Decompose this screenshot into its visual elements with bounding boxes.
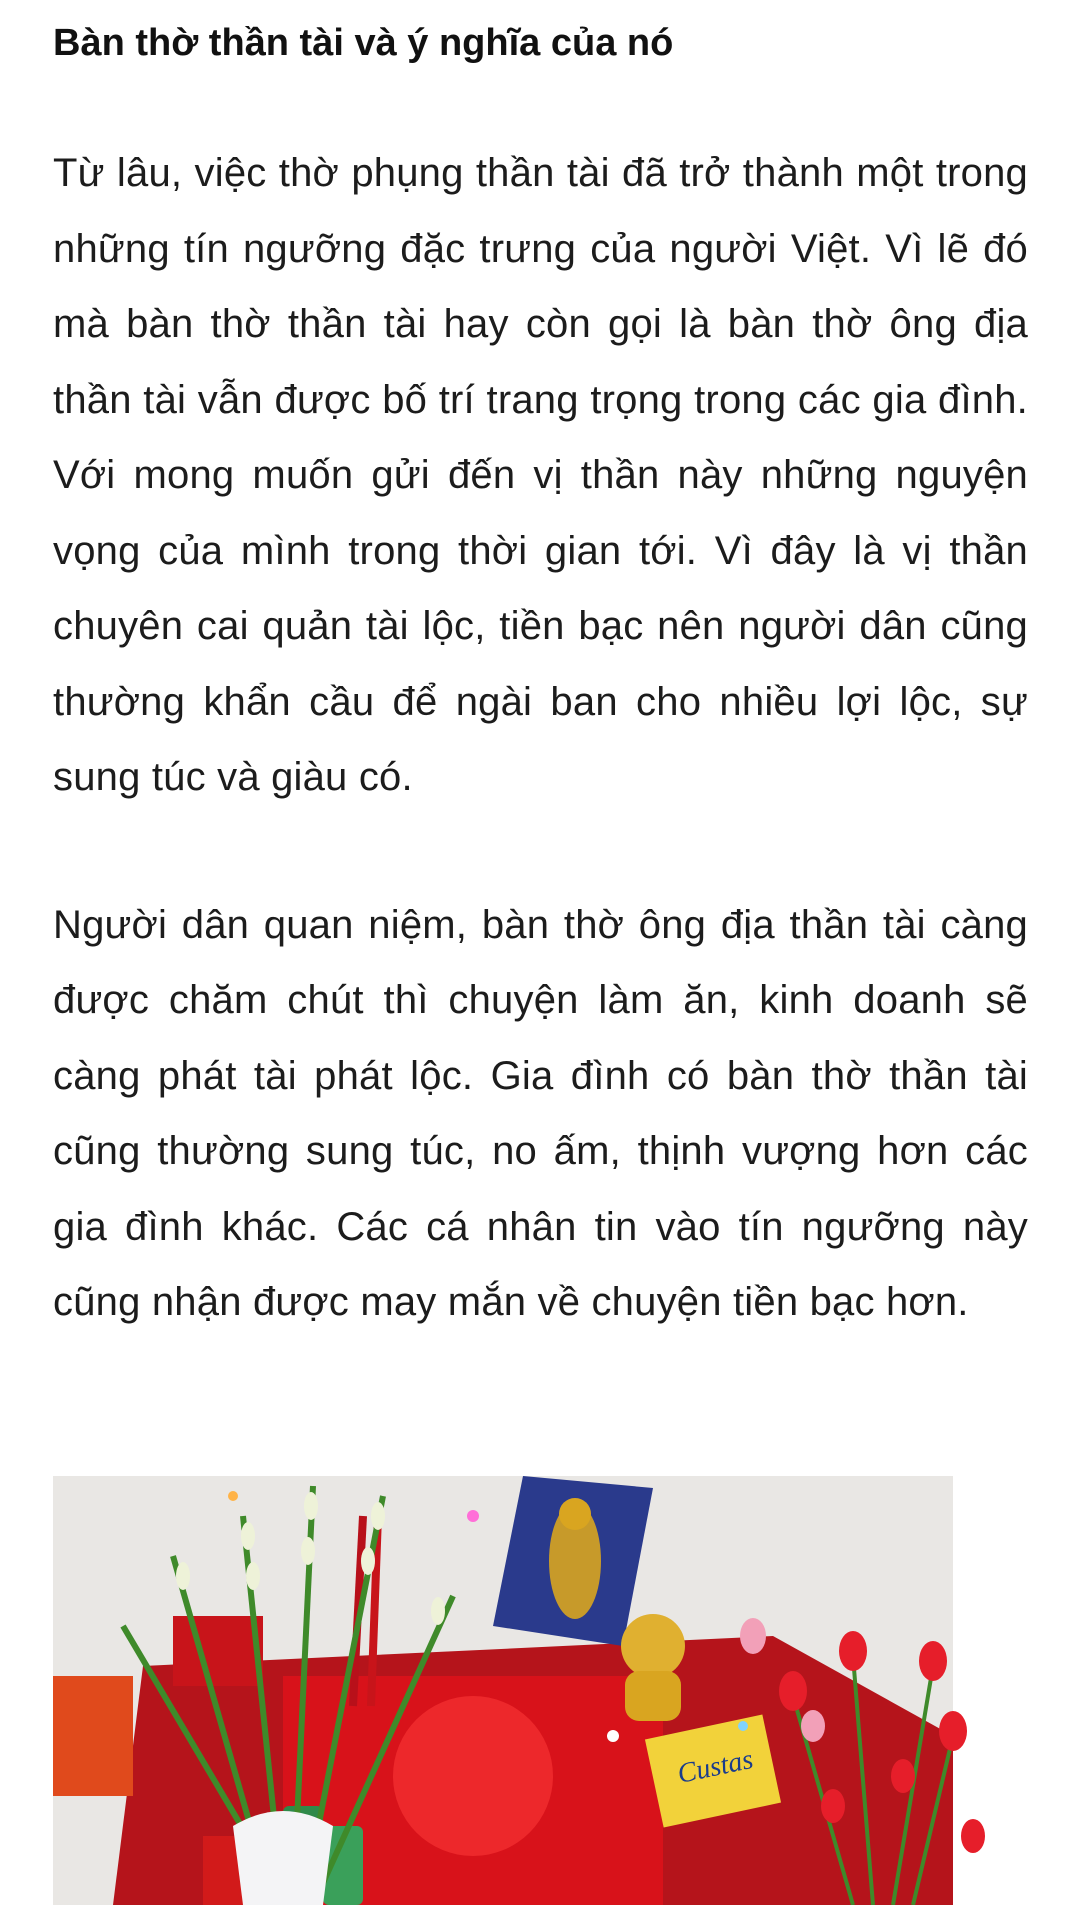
flower-vase [233,1811,333,1905]
article-heading: Bàn thờ thần tài và ý nghĩa của nó [53,22,674,64]
red-box-left [53,1676,133,1796]
buddha-head [559,1498,591,1530]
altar-glow [393,1696,553,1856]
altar-photo [53,1476,1028,1905]
article [53,0,1028,1341]
altar-photo-illustration [53,1476,1028,1905]
lucky-cat-head [621,1614,685,1678]
article-paragraph-1: Từ lâu, việc thờ phụng thần tài đã trở thành một trong những tín ngưỡng đặc trưng của người Việt. Vì lẽ đó mà bàn thờ thần tài hay còn gọi là bàn thờ ông địa thần tài vẫn được bố trí trang trọng trong các gia đình. Với mong muốn gửi đến vị thần này những nguyện vọng của mình trong thời gian tới. Vì đây là vị thần chuyên cai quản tài lộc, tiền bạc nên người dân cũng thường khẩn cầu để ngài ban cho nhiều lợi lộc, sự sung túc và giàu có. [53,151,1028,799]
article-paragraph-2: Người dân quan niệm, bàn thờ ông địa thần tài càng được chăm chút thì chuyện làm ăn, kinh doanh sẽ càng phát tài phát lộc. Gia đình có bàn thờ thần tài cũng thường sung túc, no ấm, thịnh vượng hơn các gia đình khác. Các cá nhân tin vào tín ngưỡng này cũng nhận được may mắn về chuyện tiền bạc hơn. [53,902,1028,1324]
custas-box-label: Custas [674,1743,756,1791]
red-box-offering [173,1616,263,1686]
lucky-cat-body [625,1671,681,1721]
